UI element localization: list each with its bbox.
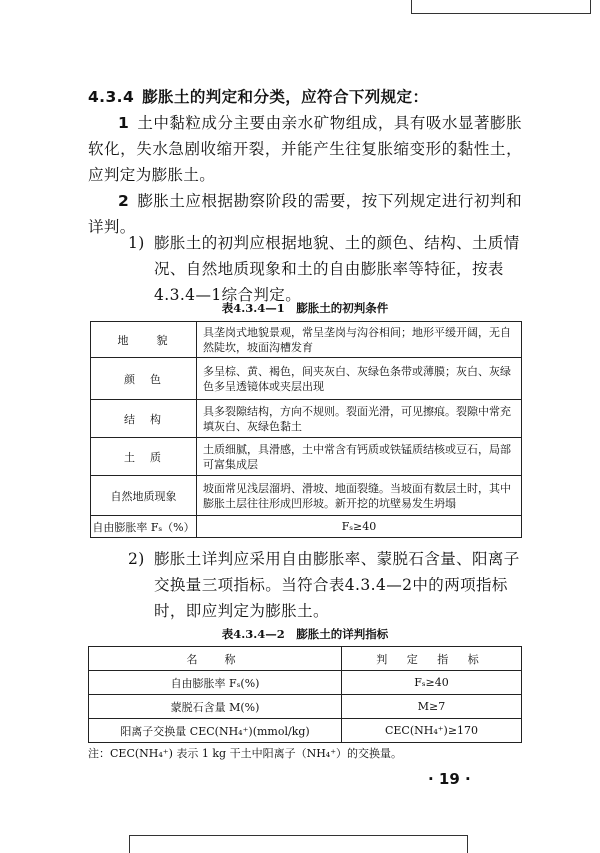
table2-caption: 表4.3.4—2 膨胀土的详判指标: [221, 627, 389, 641]
subitem-2: [128, 546, 522, 624]
section-title: 膨胀土的判定和分类，应符合下列规定：: [142, 87, 429, 106]
table-header-row: [89, 647, 522, 671]
table1-key: 土 质: [91, 438, 197, 476]
subitem-2-text: 膨胀土详判应采用自由膨胀率、蒙脱石含量、阳离子交换量三项指标。当符合表4.3.4—2中的两项指标时，即应判定为膨胀土。: [154, 550, 520, 620]
table1: [90, 321, 522, 538]
table1-value: 具垄岗式地貌景观，常呈垄岗与沟谷相间；地形平缓开阔，无自然陡坎，坡面沟槽发育: [197, 322, 522, 358]
table1-key: 地 貌: [91, 322, 197, 358]
table2-cell: M≥7: [342, 695, 522, 719]
item-1: [88, 110, 522, 188]
table-row: [91, 476, 522, 516]
table1-value: Fₛ≥40: [197, 516, 522, 538]
table-row: [91, 358, 522, 400]
item-1-number: 1: [118, 114, 130, 132]
table1-caption: 表4.3.4—1 膨胀土的初判条件: [221, 301, 389, 315]
table1-key: 颜 色: [91, 358, 197, 400]
table-row: [91, 438, 522, 476]
table2-cell: 阳离子交换量 CEC(NH₄⁺)(mmol/kg): [89, 719, 342, 743]
table2-cell: Fₛ≥40: [342, 671, 522, 695]
subitem-1-text: 膨胀土的初判应根据地貌、土的颜色、结构、土质情况、自然地质现象和土的自由膨胀率等特征，按表4.3.4—1综合判定。: [154, 234, 520, 304]
table-row: [89, 671, 522, 695]
table2-cell: CEC(NH₄⁺)≥170: [342, 719, 522, 743]
table-row: [89, 695, 522, 719]
table1-value: 多呈棕、黄、褐色，间夹灰白、灰绿色条带或薄膜；灰白、灰绿色多呈透镜体或夹层出现: [197, 358, 522, 400]
table1-value: 坡面常见浅层溜坍、滑坡、地面裂缝。当坡面有数层土时，其中膨胀土层往往形成凹形坡。新开挖的坑壁易发生坍塌: [197, 476, 522, 516]
table1-value: 具多裂隙结构，方向不规则。裂面光滑，可见擦痕。裂隙中常充填灰白、灰绿色黏土: [197, 400, 522, 438]
item-2-number: 2: [118, 192, 130, 210]
table1-key: 结 构: [91, 400, 197, 438]
section-number: 4.3.4: [88, 88, 135, 106]
table-row: [91, 516, 522, 538]
table2: [88, 646, 522, 743]
item-1-text: 土中黏粒成分主要由亲水矿物组成，具有吸水显著膨胀软化，失水急剧收缩开裂，并能产生往复胀缩变形的黏性土，应判定为膨胀土。: [88, 114, 522, 184]
table1-key: 自然地质现象: [91, 476, 197, 516]
table1-key: 自由膨胀率 Fₛ（%）: [91, 516, 197, 538]
table2-header: 判 定 指 标: [342, 647, 522, 671]
table1-value: 土质细腻，具滑感，土中常含有钙质或铁锰质结核或豆石，局部可富集成层: [197, 438, 522, 476]
section-heading: [88, 84, 522, 110]
table-note: 注：CEC(NH₄⁺) 表示 1 kg 干土中阳离子（NH₄⁺）的交换量。: [88, 747, 403, 760]
table2-header: 名 称: [89, 647, 342, 671]
item-2-text: 膨胀土应根据勘察阶段的需要，按下列规定进行初判和详判。: [88, 192, 522, 236]
header-box: [411, 0, 591, 14]
subitem-1: [128, 230, 522, 308]
subitem-1-marker: 1): [128, 234, 145, 252]
table-row: [89, 719, 522, 743]
table-row: [91, 400, 522, 438]
page-number: · 19 ·: [428, 770, 471, 788]
table2-cell: 蒙脱石含量 M(%): [89, 695, 342, 719]
table-row: [91, 322, 522, 358]
subitem-2-marker: 2): [128, 550, 145, 568]
table2-cell: 自由膨胀率 Fₛ(%): [89, 671, 342, 695]
footer-box: [129, 835, 468, 853]
